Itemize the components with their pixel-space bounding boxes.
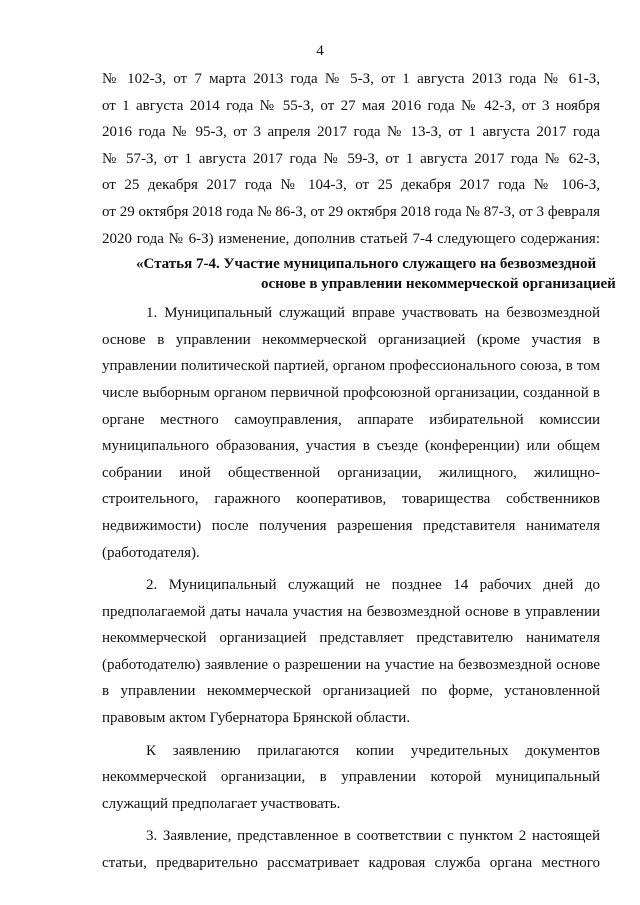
text-line: управлении политической партией, органом профессионального союза, в том	[102, 358, 600, 375]
text-line: К заявлению прилагаются копии учредительных документов	[146, 742, 600, 759]
heading-line: «Статья 7-4. Участие муниципального служащего на безвозмездной	[136, 256, 597, 273]
heading-line: основе в управлении некоммерческой организацией	[261, 276, 616, 293]
text-line: 2. Муниципальный служащий не позднее 14 рабочих дней до	[146, 577, 600, 594]
text-line: органе местного самоуправления, аппарате избирательной комиссии	[102, 411, 600, 428]
paragraph-1	[102, 300, 600, 566]
text-line: от 1 августа 2014 года № 55-З, от 27 мая 2016 года № 42-З, от 3 ноября	[102, 97, 600, 114]
article-heading	[102, 254, 616, 294]
paragraph-2	[102, 572, 600, 732]
text-line: предполагаемой даты начала участия на безвозмездной основе в управлении	[102, 603, 600, 620]
text-line: муниципального образования, участия в съезде (конференции) или общем	[102, 438, 600, 455]
text-line: служащий предполагает участвовать.	[102, 795, 341, 812]
text-line: 1. Муниципальный служащий вправе участвовать на безвозмездной	[146, 305, 600, 322]
text-line: основе в управлении некоммерческой организацией (кроме участия в	[102, 331, 600, 348]
text-line: 2016 года № 95-З, от 3 апреля 2017 года № 13-З, от 1 августа 2017 года	[102, 124, 600, 141]
text-line: некоммерческой организацией представляет представителю нанимателя	[102, 630, 600, 647]
text-line: статьи, предварительно рассматривает кадровая служба органа местного	[102, 855, 600, 872]
text-line: правовым актом Губернатора Брянской области.	[102, 710, 411, 727]
text-line: 3. Заявление, представленное в соответствии с пунктом 2 настоящей	[146, 828, 600, 845]
text-line: строительного, гаражного кооперативов, товарищества собственников	[102, 491, 600, 508]
text-line: (работодателя).	[102, 544, 200, 561]
text-line: в управлении некоммерческой организацией по форме, установленной	[102, 683, 600, 700]
text-line: недвижимости) после получения разрешения представителя нанимателя	[102, 517, 600, 534]
paragraph-3	[102, 738, 600, 818]
paragraph-4	[102, 823, 600, 876]
text-line: от 29 октября 2018 года № 86-З, от 29 октября 2018 года № 87-З, от 3 февраля	[102, 203, 600, 220]
text-line: от 25 декабря 2017 года № 104-З, от 25 декабря 2017 года № 106-З,	[102, 177, 600, 194]
intro-paragraph	[102, 66, 600, 252]
text-line: 2020 года № 6-З) изменение, дополнив статьей 7-4 следующего содержания:	[102, 230, 600, 247]
document-body	[102, 66, 616, 877]
text-line: № 102-З, от 7 марта 2013 года № 5-З, от 1 августа 2013 года № 61-З,	[102, 71, 600, 87]
text-line: числе выборным органом первичной профсоюзной организации, созданной в	[102, 384, 600, 401]
text-line: собрании иной общественной организации, жилищного, жилищно-	[102, 464, 600, 481]
text-line: (работодателю) заявление о разрешении на участие на безвозмездной основе	[102, 656, 600, 673]
text-line: № 57-З, от 1 августа 2017 года № 59-З, от 1 августа 2017 года № 62-З,	[102, 150, 600, 167]
text-line: некоммерческой организации, в управлении которой муниципальный	[102, 769, 600, 786]
page-number: 4	[316, 43, 324, 59]
